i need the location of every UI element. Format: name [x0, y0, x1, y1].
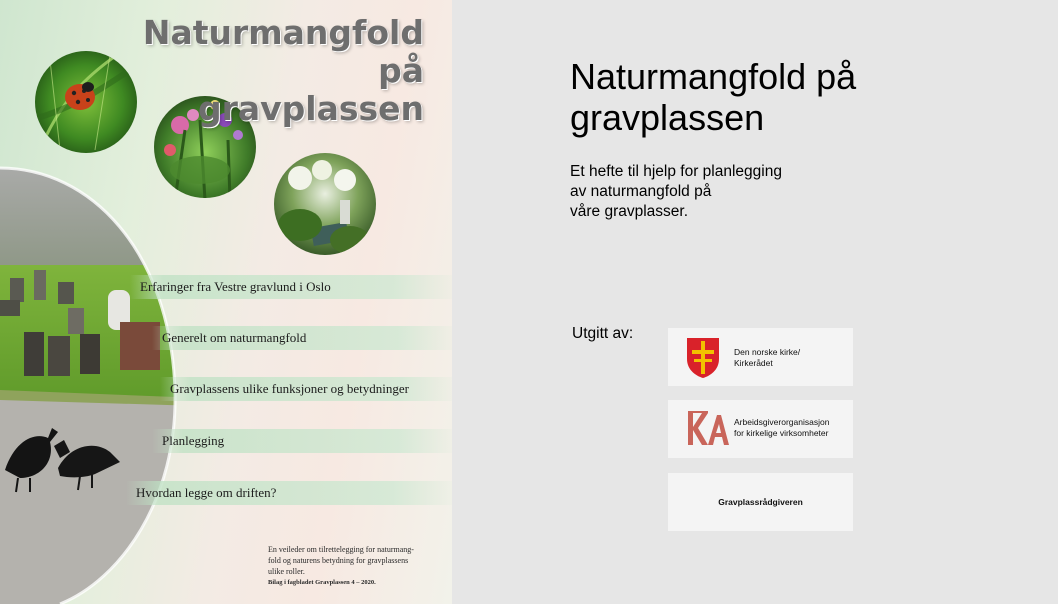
cover-title-line-2: gravplassen	[197, 89, 424, 128]
cover-supplement-note: Bilag i fagbladet Gravplassen 4 – 2020.	[268, 579, 376, 586]
publisher-card-gravplassradgiveren[interactable]	[668, 473, 853, 531]
cover-description-line: En veileder om tilrettelegging for naturmang-	[268, 545, 414, 554]
publisher-card-church[interactable]	[668, 328, 853, 386]
cover-description	[268, 544, 438, 577]
contents-item: Erfaringer fra Vestre gravlund i Oslo	[130, 275, 452, 299]
cover-title	[104, 14, 424, 128]
publisher-label: Utgitt av:	[572, 325, 634, 342]
grave-garden-photo	[274, 153, 376, 255]
info-panel	[452, 0, 1058, 604]
publisher-name-line: Den norske kirke/	[734, 347, 801, 357]
publisher-name: Gravplassrådgiveren	[718, 497, 803, 507]
info-subtitle-line: våre gravplasser.	[570, 203, 689, 220]
cover-title-line-1: Naturmangfold på	[142, 13, 424, 90]
contents-item: Hvordan legge om driften?	[126, 481, 452, 505]
publisher-name	[734, 417, 852, 439]
booklet-cover	[0, 0, 452, 604]
publisher-name-line: Kirkerådet	[734, 358, 773, 368]
publisher-name-line: Arbeidsgiverorganisasjon	[734, 417, 830, 427]
contents-item: Generelt om naturmangfold	[152, 326, 452, 350]
church-shield-icon	[686, 337, 720, 379]
publisher-name	[734, 347, 852, 369]
cover-description-line: fold og naturens betydning for gravplassens	[268, 556, 409, 565]
info-title-line-2: gravplassen	[570, 97, 765, 138]
info-title-line-1: Naturmangfold på	[570, 56, 857, 97]
info-title	[570, 56, 970, 138]
contents-item: Gravplassens ulike funksjoner og betydninger	[160, 377, 452, 401]
info-subtitle	[570, 162, 870, 222]
info-subtitle-line: av naturmangfold på	[570, 183, 712, 200]
publisher-name-line: for kirkelige virksomheter	[734, 428, 829, 438]
ka-logo-icon	[686, 409, 730, 449]
contents-item: Planlegging	[152, 429, 452, 453]
publisher-card-ka[interactable]	[668, 400, 853, 458]
cover-description-line: ulike roller.	[268, 567, 305, 576]
info-subtitle-line: Et hefte til hjelp for planlegging	[570, 163, 782, 180]
